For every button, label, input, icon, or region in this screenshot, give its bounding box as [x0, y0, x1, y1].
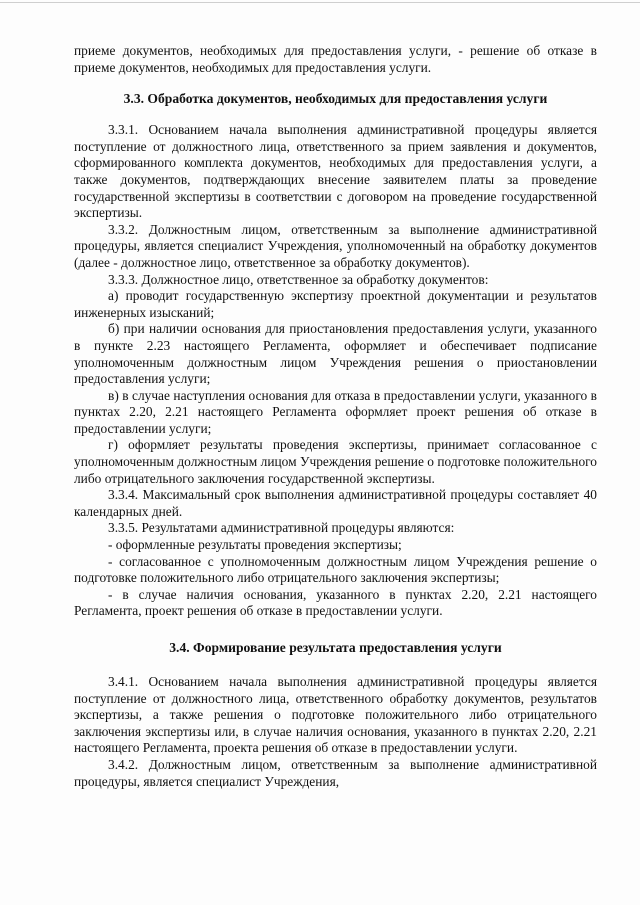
paragraph-3-4-2: 3.4.2. Должностным лицом, ответственным за выполнение административной процедуры, является специалист Учреждения, [74, 756, 597, 789]
document-body [74, 43, 597, 790]
list-item-b: б) при наличии основания для приостановления предоставления услуги, указанного в пункте 2.23 настоящего Регламента, оформляет и обеспечивает подписание уполномоченным должностным лицом Учреждения решения о приостановлении предоставления услуги; [74, 321, 597, 387]
list-item-g: г) оформляет результаты проведения экспертизы, принимает согласованное с уполномоченным должностным лицом Учреждения решение о подготовке положительного либо отрицательного заключения государственной экспертизы. [74, 437, 597, 486]
paragraph-3-3-4: 3.3.4. Максимальный срок выполнения административной процедуры составляет 40 календарных дней. [74, 487, 597, 519]
section-3-3-heading: 3.3. Обработка документов, необходимых для предоставления услуги [123, 91, 548, 107]
page-top-edge [0, 2, 640, 3]
section-3-4-heading: 3.4. Формирование результата предоставления услуги [169, 640, 502, 655]
list-item-a: а) проводит государственную экспертизу проектной документации и результатов инженерных изысканий; [74, 288, 597, 320]
result-item-3: - в случае наличия основания, указанного в пунктах 2.20, 2.21 настоящего Регламента, проект решения об отказе в предоставлении услуги. [74, 586, 597, 619]
list-item-v: в) в случае наступления основания для отказа в предоставлении услуги, указанного в пунктах 2.20, 2.21 настоящего Регламента оформляет проект решения об отказе в предоставлении услуги; [74, 387, 597, 436]
paragraph-3-3-3: 3.3.3. Должностное лицо, ответственное за обработку документов: [108, 271, 489, 287]
continued-paragraph: приеме документов, необходимых для предоставления услуги, - решение об отказе в приеме документов, необходимых для предоставления услуги. [74, 43, 597, 75]
result-item-2: - согласованное с уполномоченным должностным лицом Учреждения решение о подготовке положительного либо отрицательного заключения экспертизы; [74, 553, 597, 586]
paragraph-3-4-1: 3.4.1. Основанием начала выполнения административной процедуры является поступление от должностного лица, ответственного обработку документов, результатов экспертизы, а также решения о подготовке положительного либо отрицательного заключения экспертизы или, в случае наличия основания, указанного в пунктах 2.20, 2.21 настоящего Регламента, проекта решения об отказе в предоставлении услуги. [74, 674, 597, 756]
paragraph-3-3-2: 3.3.2. Должностным лицом, ответственным за выполнение административной процедуры, является специалист Учреждения, уполномоченный на обработку документов (далее - должностное лицо, ответственное за обработку документов). [74, 221, 597, 270]
result-item-1: - оформленные результаты проведения экспертизы; [108, 537, 402, 553]
paragraph-3-3-5: 3.3.5. Результатами административной процедуры являются: [108, 520, 455, 536]
paragraph-3-3-1: 3.3.1. Основанием начала выполнения административной процедуры является поступление от должностного лица, ответственного за прием заявления и документов, сформированного комплекта документов, необходимых для предоставления услуги, а также документов, подтверждающих внесение заявителем платы за проведение государственной экспертизы в соответствии с договором на проведение государственной экспертизы. [74, 122, 597, 221]
